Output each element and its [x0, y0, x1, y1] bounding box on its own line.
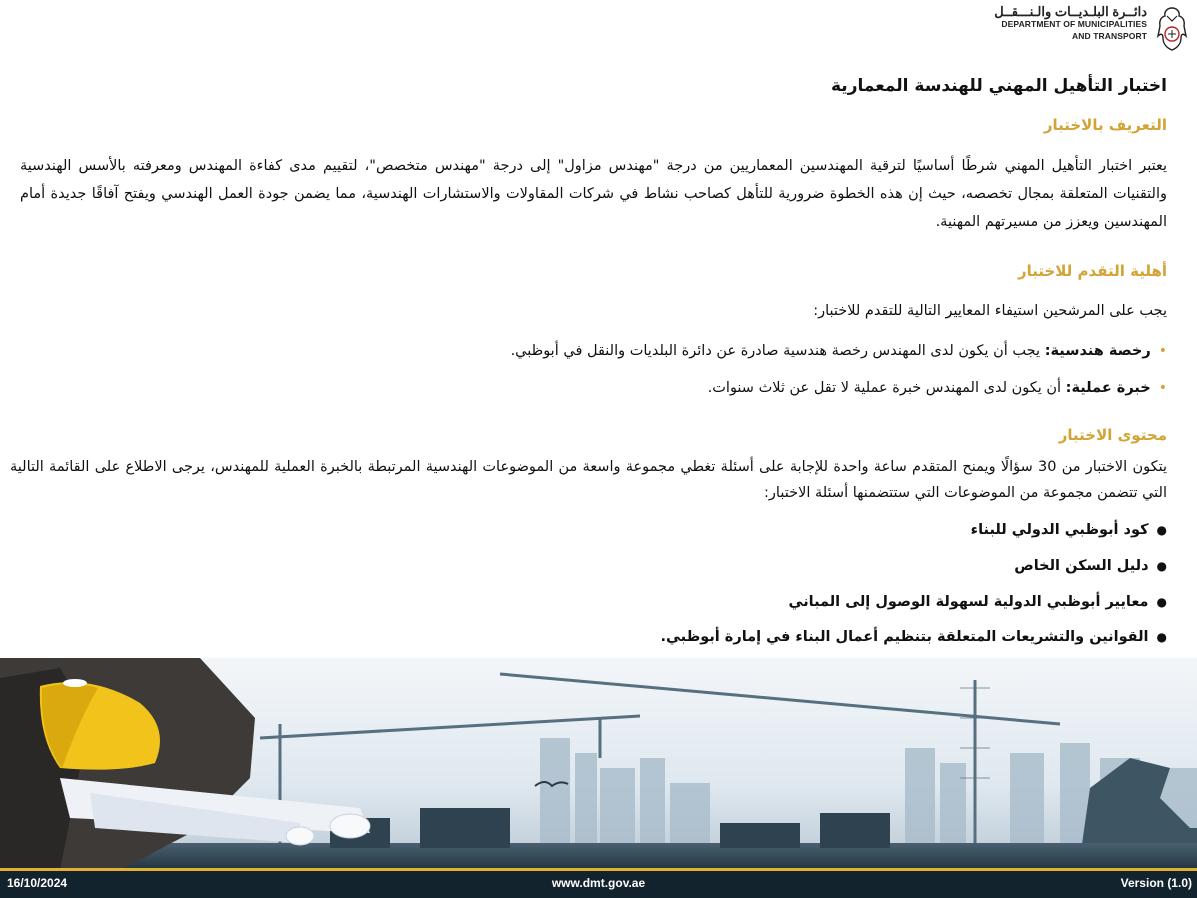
topic-item — [661, 629, 1168, 645]
footer-date: 16/10/2024 — [7, 876, 68, 890]
bullet-icon: ● — [1156, 523, 1167, 537]
footer-bar — [0, 871, 1197, 898]
construction-illustration — [0, 658, 1197, 870]
eligibility-item — [708, 380, 1167, 396]
bullet-icon: ● — [1156, 630, 1167, 644]
bullet-icon: ● — [1156, 595, 1167, 609]
logo-english-line1: DEPARTMENT OF MUNICIPALITIES — [1001, 19, 1147, 29]
page-title: اختبار التأهيل المهني للهندسة المعمارية — [831, 76, 1167, 96]
falcon-emblem-icon — [1155, 6, 1189, 52]
content-heading: محتوى الاختبار — [1058, 426, 1167, 444]
dmt-logo — [994, 6, 1189, 52]
topic-item-text: دليل السكن الخاص — [1014, 558, 1149, 574]
footer-version: Version (1.0) — [1120, 876, 1192, 890]
footer-url[interactable]: www.dmt.gov.ae — [551, 876, 646, 890]
definition-heading: التعريف بالاختبار — [1043, 116, 1167, 134]
eligibility-item — [511, 343, 1167, 359]
topic-item — [1014, 558, 1167, 574]
bullet-icon: • — [1158, 380, 1167, 396]
eligibility-item-text: يجب أن يكون لدى المهندس رخصة هندسية صادرة عن دائرة البلديات والنقل في أبوظبي. — [510, 343, 1045, 359]
topic-item-text: كود أبوظبي الدولي للبناء — [970, 522, 1149, 538]
topic-item — [789, 594, 1167, 610]
bullet-icon: • — [1158, 343, 1167, 359]
logo-english-line2: AND TRANSPORT — [1072, 31, 1147, 41]
definition-paragraph: يعتبر اختبار التأهيل المهني شرطًا أساسيًا لترقية المهندسين المعماريين من درجة "مهندس مزاول" إلى درجة "مهندس متخصص"، لتقييم مدى كفاءة المهندس ومعرفته بالأسس الهندسية والتقنيات المتعلقة بمجال تخصصه، حيث إن هذه الخطوة ضرورية للتأهل كصاحب نشاط في شركات المقاولات والاستشارات الهندسية، مما يضمن جودة العمل الهندسي ويفتح آفاقًا جديدة أمام المهندسين ويعزز من مسيرتهم المهنية. — [20, 158, 1167, 230]
topic-item — [971, 522, 1167, 538]
bullet-icon: ● — [1156, 559, 1167, 573]
eligibility-intro: يجب على المرشحين استيفاء المعايير التالية للتقدم للاختبار: — [813, 303, 1167, 319]
topic-item-text: القوانين والتشريعات المتعلقة بتنظيم أعمال البناء في إمارة أبوظبي. — [660, 629, 1149, 645]
eligibility-item-text: أن يكون لدى المهندس خبرة عملية لا تقل عن ثلاث سنوات. — [707, 380, 1066, 396]
logo-text — [994, 6, 1147, 42]
content-paragraph: يتكون الاختبار من 30 سؤالًا ويمنح المتقدم ساعة واحدة للإجابة على أسئلة تغطي مجموعة واسعة من الموضوعات الهندسية المرتبطة بالخبرة العملية للمهندس، يرجى الاطلاع على القائمة التالية التي تتضمن مجموعة من الموضوعات التي ستتضمنها أسئلة الاختبار: — [10, 459, 1168, 501]
eligibility-heading: أهلية التقدم للاختبار — [1017, 262, 1167, 280]
eligibility-item-label: خبرة عملية: — [1065, 380, 1151, 396]
eligibility-item-label: رخصة هندسية: — [1044, 343, 1151, 359]
logo-arabic-text: دائــرة البلـديــات والـنـــقــل — [994, 4, 1147, 19]
construction-banner-image — [0, 658, 1197, 870]
topic-item-text: معايير أبوظبي الدولية لسهولة الوصول إلى المباني — [788, 594, 1149, 610]
